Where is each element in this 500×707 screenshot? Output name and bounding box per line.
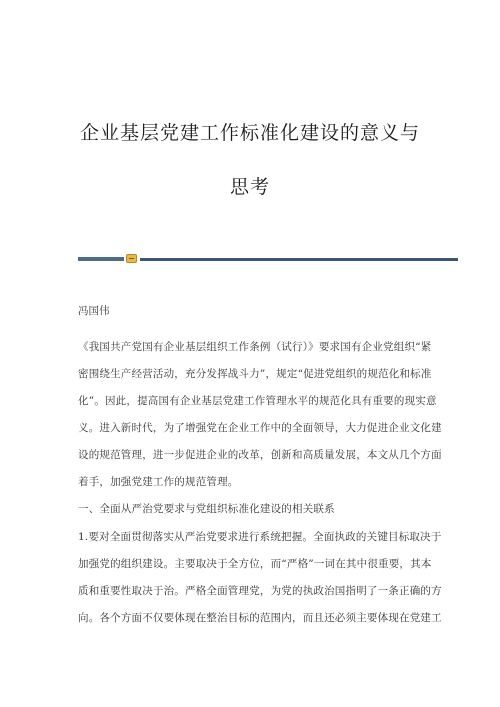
body-line: 1.要对全面贯彻落实从严治党要求进行系统把握。全面执政的关键目标取决于 <box>78 531 442 543</box>
body-line: 密围绕生产经营活动，充分发挥战斗力”，规定“促进党组织的规范化和标准 <box>78 368 432 380</box>
body-line: 质和重要性取决于治。严格全面管理党，为党的执政治国指明了一条正确的方 <box>78 585 442 597</box>
body-line: 着手，加强党建工作的规范管理。 <box>78 476 239 488</box>
section-heading: 一、全面从严治党要求与党组织标准化建设的相关联系 <box>78 503 335 515</box>
body-line: 加强党的组织建设。主要取决于全方位，而“严格”一词在其中很重要，其本 <box>78 558 432 570</box>
body-line: 向。各个方面不仅要体现在整治目标的范围内，而且还必须主要体现在党建工 <box>78 612 442 624</box>
title-divider <box>78 257 458 261</box>
author-name: 冯国伟 <box>78 305 110 317</box>
document-title-line-1: 企业基层党建工作标准化建设的意义与 <box>79 122 420 144</box>
emblem-icon <box>126 254 137 263</box>
body-line: 设的规范管理，进一步促进企业的改革，创新和高质量发展，本文从几个方面 <box>78 449 442 461</box>
body-line: 义。进入新时代，为了增强党在企业工作中的全面领导，大力促进企业文化建 <box>78 422 442 434</box>
body-line: 化”。因此，提高国有企业基层党建工作管理水平的规范化具有重要的现实意 <box>78 395 437 407</box>
divider-bar-left <box>78 257 124 261</box>
document-title-line-2: 思考 <box>229 176 270 198</box>
divider-bar-right <box>140 258 458 261</box>
body-line: 《我国共产党国有企业基层组织工作条例（试行）》要求国有企业党组织“紧 <box>78 341 432 353</box>
